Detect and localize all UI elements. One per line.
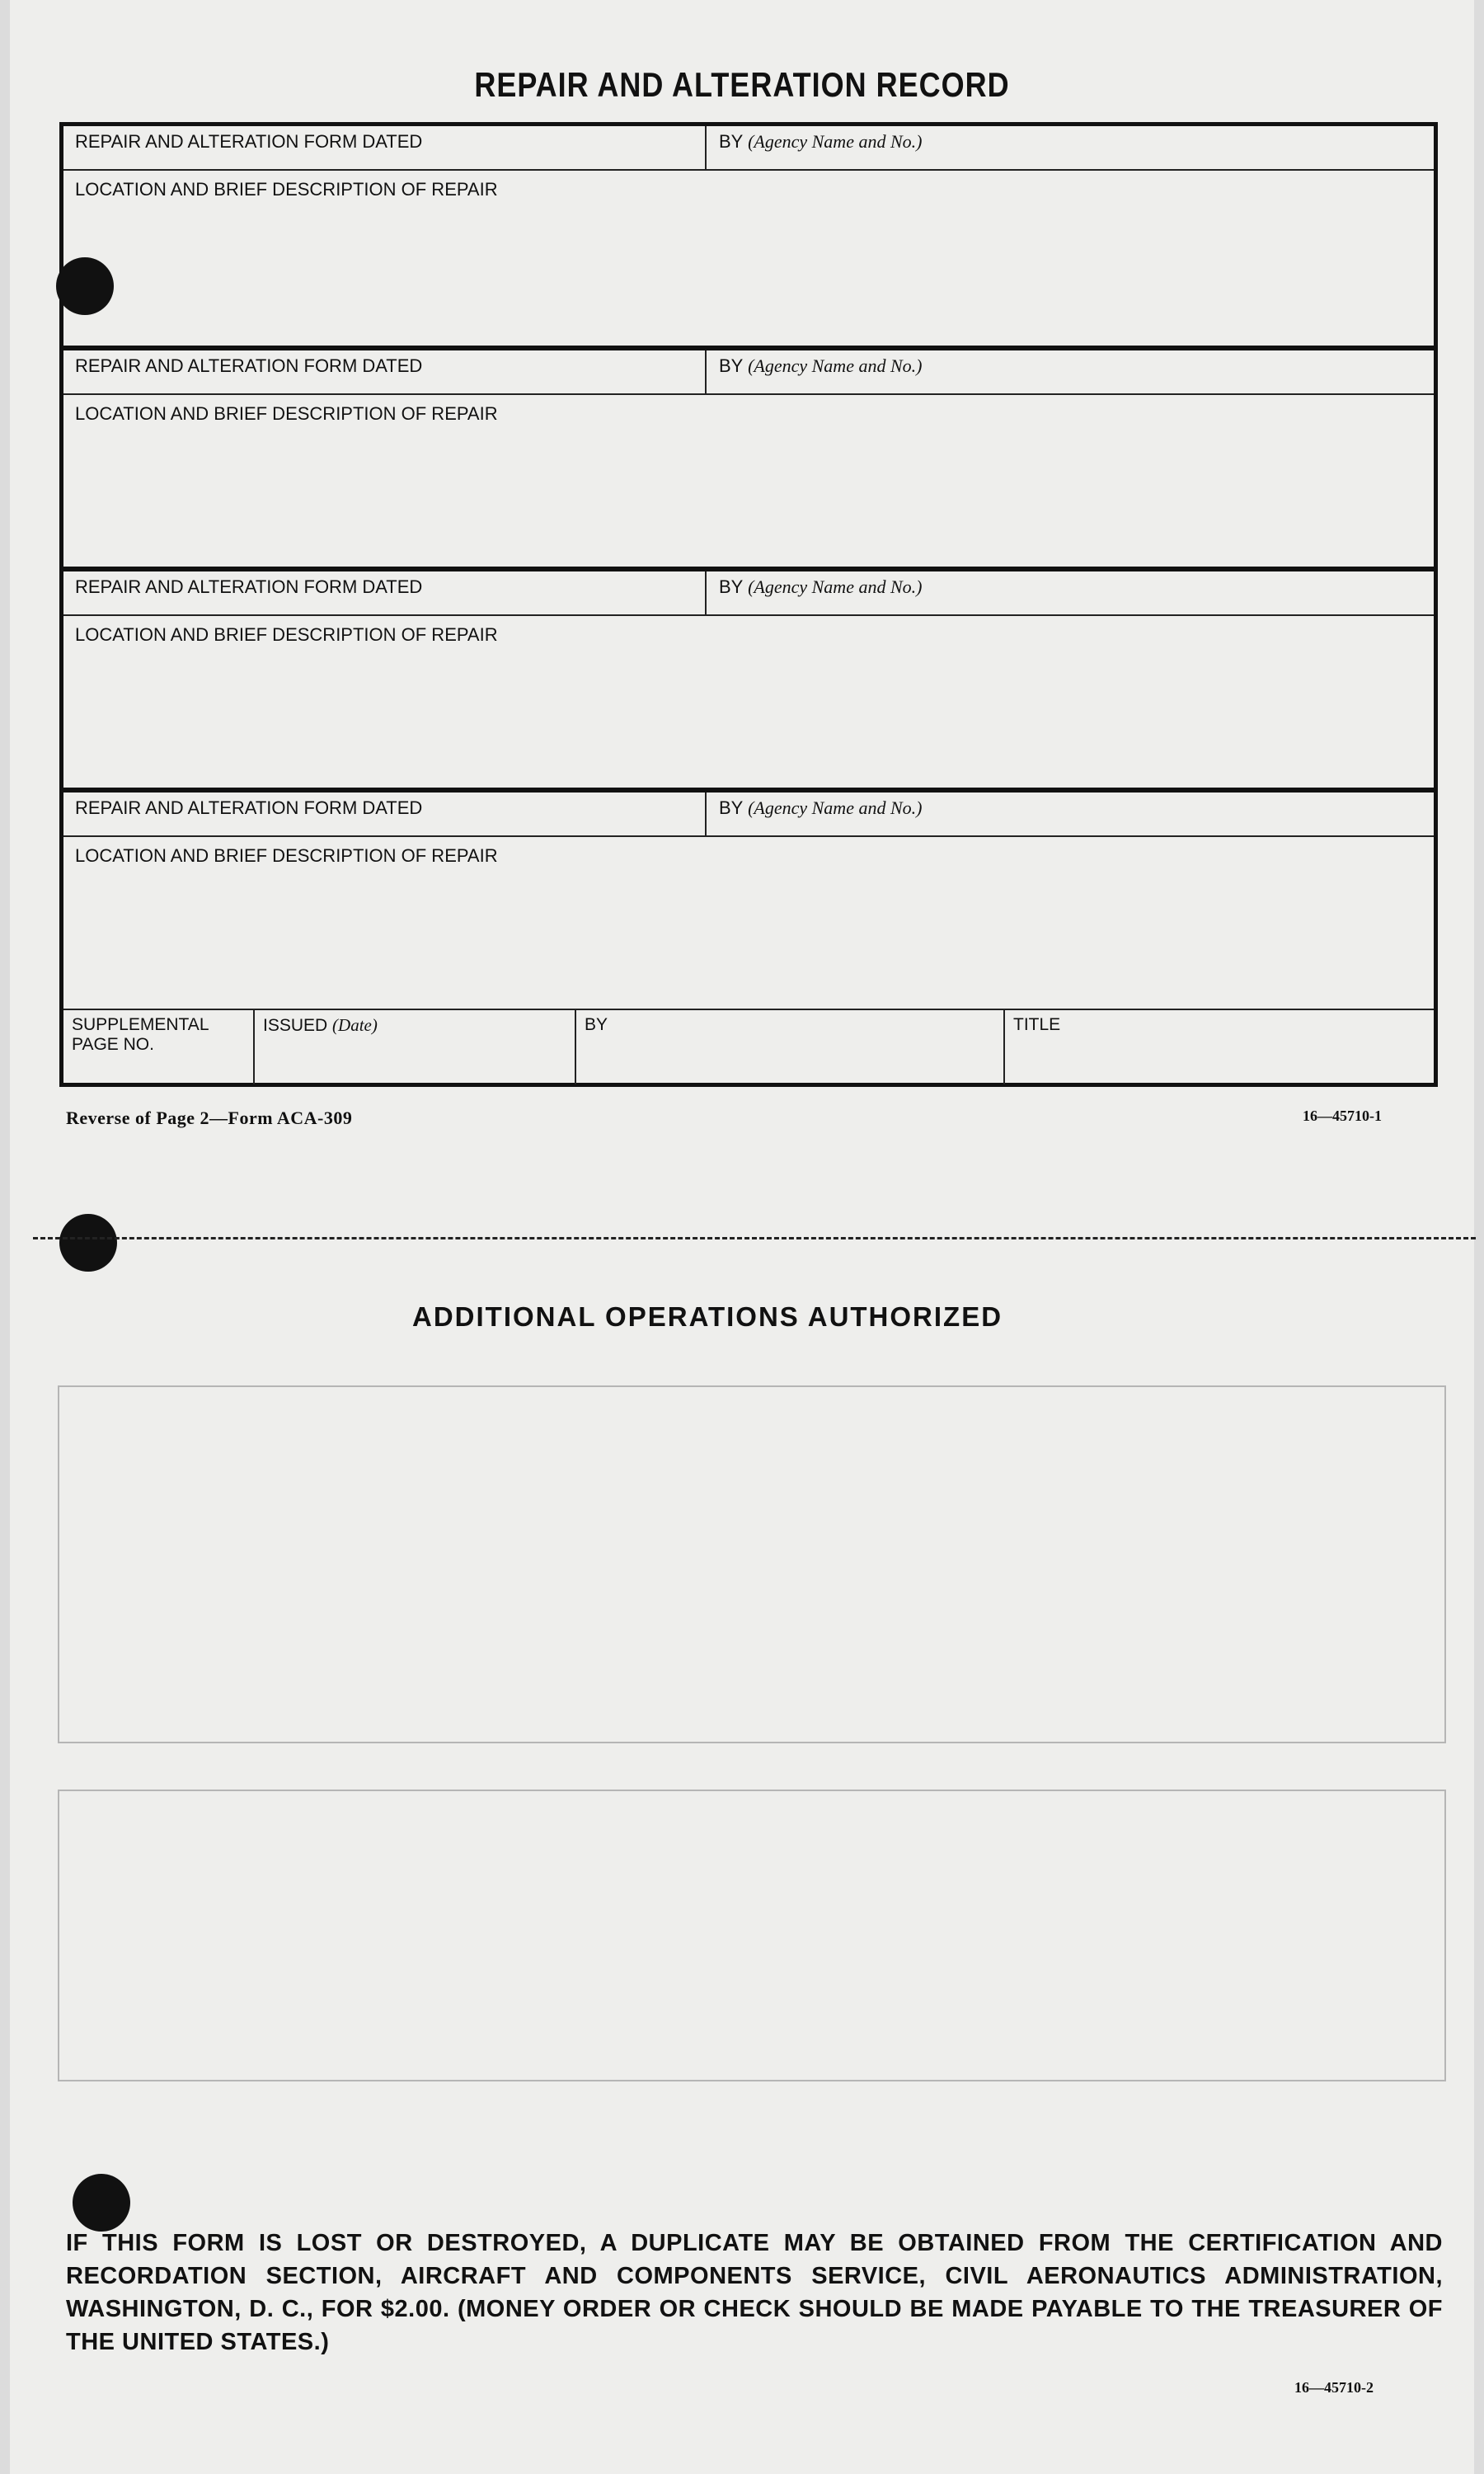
form-code-upper: 16—45710-1 xyxy=(1303,1108,1382,1124)
supplemental-page-field[interactable] xyxy=(63,1010,255,1084)
supplemental-by-field[interactable] xyxy=(576,1010,1005,1084)
repair-description-label: LOCATION AND BRIEF DESCRIPTION OF REPAIR xyxy=(75,403,498,424)
form-dated-label: REPAIR AND ALTERATION FORM DATED xyxy=(75,797,423,818)
repair-entry-4-header xyxy=(63,793,1434,837)
form-dated-field[interactable] xyxy=(63,350,707,393)
repair-entry-4 xyxy=(63,793,1434,1009)
form-dated-label: REPAIR AND ALTERATION FORM DATED xyxy=(75,355,423,376)
supplemental-label-1: SUPPLEMENTAL xyxy=(72,1015,209,1034)
repair-entry-1 xyxy=(63,126,1434,349)
form-dated-field[interactable] xyxy=(63,793,707,835)
by-agency-field[interactable] xyxy=(719,131,922,153)
form-code-lower: 16—45710-2 xyxy=(1294,2379,1374,2396)
by-hint: (Agency Name and No.) xyxy=(748,131,923,152)
issued-hint: (Date) xyxy=(332,1015,378,1035)
repair-record-form xyxy=(59,122,1438,1087)
repair-entry-3-header xyxy=(63,571,1434,616)
by-label: BY xyxy=(719,576,743,597)
punch-hole-bottom xyxy=(73,2174,130,2232)
form-dated-label: REPAIR AND ALTERATION FORM DATED xyxy=(75,576,423,597)
issued-date-field[interactable] xyxy=(255,1010,576,1084)
by-hint: (Agency Name and No.) xyxy=(748,355,923,376)
supplemental-label-2: PAGE NO. xyxy=(72,1035,154,1054)
repair-description-label: LOCATION AND BRIEF DESCRIPTION OF REPAIR xyxy=(75,179,498,200)
bleed-through-table xyxy=(58,1790,1446,2081)
repair-entry-2-header xyxy=(63,350,1434,395)
additional-operations-title: ADDITIONAL OPERATIONS AUTHORIZED xyxy=(412,1301,1003,1332)
by-label: BY xyxy=(719,355,743,376)
repair-description-label: LOCATION AND BRIEF DESCRIPTION OF REPAIR xyxy=(75,624,498,645)
form-dated-label: REPAIR AND ALTERATION FORM DATED xyxy=(75,131,423,152)
form-dated-field[interactable] xyxy=(63,571,707,614)
by-hint: (Agency Name and No.) xyxy=(748,797,923,818)
repair-entry-3 xyxy=(63,571,1434,789)
repair-entry-2 xyxy=(63,350,1434,568)
supplemental-title-field[interactable] xyxy=(1005,1010,1434,1084)
supplemental-title-label: TITLE xyxy=(1013,1015,1061,1034)
by-label: BY xyxy=(719,797,743,818)
supplemental-row xyxy=(63,1009,1434,1084)
supplemental-page-label xyxy=(72,1015,209,1055)
issued-text: ISSUED xyxy=(263,1016,328,1035)
by-agency-field[interactable] xyxy=(719,576,922,598)
fold-line xyxy=(33,1237,1476,1239)
form-reference: Reverse of Page 2—Form ACA-309 xyxy=(66,1108,353,1128)
repair-description-label: LOCATION AND BRIEF DESCRIPTION OF REPAIR xyxy=(75,845,498,866)
record-title: REPAIR AND ALTERATION RECORD xyxy=(474,64,1010,104)
supplemental-by-label: BY xyxy=(585,1015,608,1034)
repair-entry-1-header xyxy=(63,126,1434,171)
bleed-through-box xyxy=(58,1385,1446,1743)
punch-hole-middle xyxy=(59,1214,117,1272)
by-hint: (Agency Name and No.) xyxy=(748,576,923,597)
by-agency-field[interactable] xyxy=(719,355,922,377)
issued-label xyxy=(263,1015,378,1036)
duplicate-notice: IF THIS FORM IS LOST OR DESTROYED, A DUPLICATE MAY BE OBTAINED FROM THE CERTIFICATION AND RECORDATION SECTION, AIRCRAFT AND COMPONENTS SERVICE, CIVIL AERONAUTICS ADMINISTRATION, WASHINGTON, D. C., FOR $2.00. (MONEY ORDER OR CHECK SHOULD BE MADE PAYABLE TO THE TREASURER OF THE UNITED STATES.) xyxy=(66,2230,1443,2355)
form-dated-field[interactable] xyxy=(63,126,707,169)
by-agency-field[interactable] xyxy=(719,797,922,819)
by-label: BY xyxy=(719,131,743,152)
